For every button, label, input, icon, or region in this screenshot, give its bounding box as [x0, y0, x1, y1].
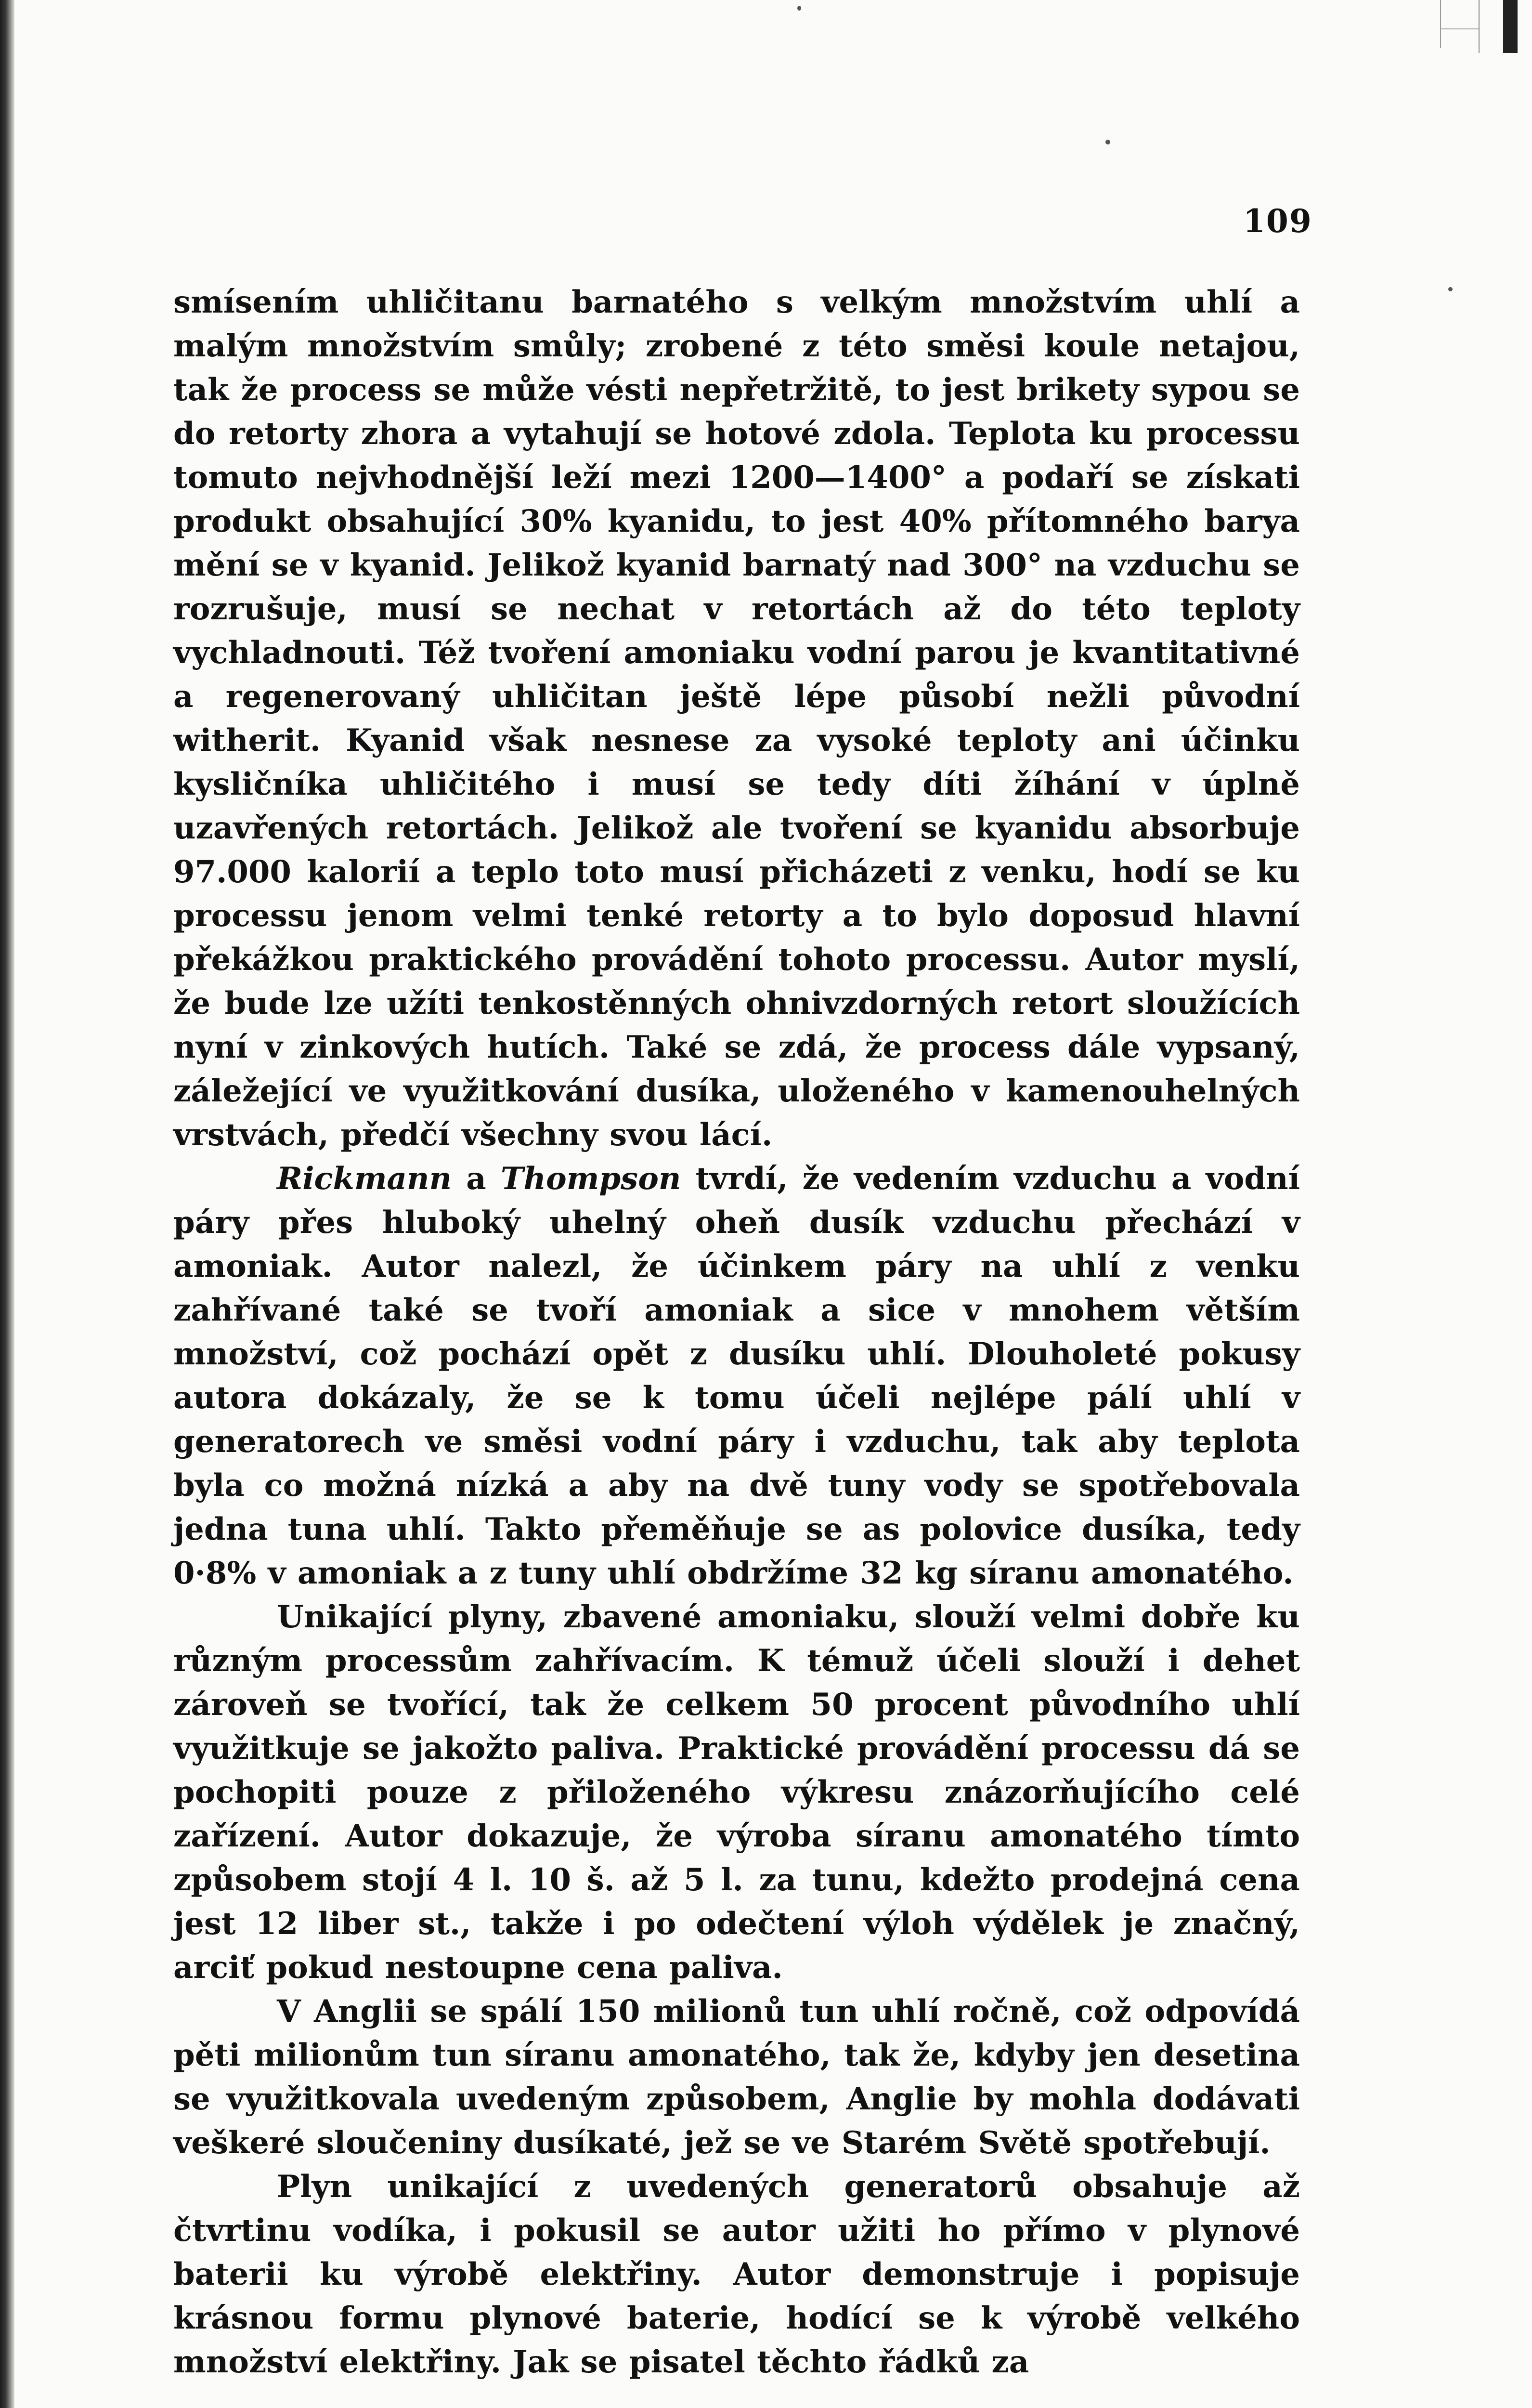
body-text	[173, 280, 1300, 2384]
paragraph	[173, 1595, 1300, 1989]
author-name: Rickmann	[277, 1161, 452, 1197]
page-number: 109	[1243, 202, 1312, 240]
scan-speck	[1105, 140, 1110, 144]
text-span: Unikající plyny, zbavené amoniaku, slouží velmi dobře ku různým processům zahřívacím. K témuž účeli slouží i dehet zároveň se tvořící, tak že celkem 50 procent původního uhlí využitkuje se jakožto paliva. Praktické provádění processu dá se pochopiti pouze z přiloženého výkresu znázorňujícího celé zařízení. Autor dokazuje, že výroba síranu amonatého tímto způsobem stojí 4 l. 10 š. až 5 l. za tunu, kdežto prodejná cena jest 12 liber st., takže i po odečtení výloh výdělek je značný, arciť pokud nestoupne cena paliva.	[173, 1599, 1300, 1986]
paragraph	[173, 1157, 1300, 1595]
text-span: a	[452, 1161, 501, 1197]
text-span: smísením uhličitanu barnatého s velkým množstvím uhlí a malým množstvím smůly; zrobené z této směsi koule netajou, tak že process se může vésti nepřetržitě, to jest brikety sypou se do retorty zhora a vytahují se hotové zdola. Teplota ku processu tomuto nejvhodnější leží mezi 1200—1400° a podaří se získati produkt obsahující 30% kyanidu, to jest 40% přítomného barya mění se v kyanid. Jelikož kyanid barnatý nad 300° na vzduchu se rozrušuje, musí se nechat v retortách až do této teploty vychladnouti. Též tvoření amoniaku vodní parou je kvantitativné a regenerovaný uhličitan ještě lépe působí nežli původní witherit. Kyanid však nesnese za vysoké teploty ani účinku kysličníka uhličitého i musí se tedy díti žíhání v úplně uzavřených retortách. Jelikož ale tvoření se kyanidu absorbuje 97.000 kalorií a teplo toto musí přicházeti z venku, hodí se ku processu jenom velmi tenké retorty a to bylo doposud hlavní překážkou praktického provádění tohoto processu. Autor myslí, že bude lze užíti tenkostěnných ohnivzdorných retort sloužících nyní v zinkových hutích. Také se zdá, že process dále vypsaný, záležející ve využitkování dusíka, uloženého v kamenouhelných vrstvách, předčí všechny svou lácí.	[173, 284, 1300, 1153]
scan-speck	[1448, 287, 1453, 291]
text-span: Plyn unikající z uvedených generatorů obsahuje až čtvrtinu vodíka, i pokusil se autor užiti ho přímo v plynové baterii ku výrobě elektřiny. Autor demonstruje i popisuje krásnou formu plynové baterie, hodící se k výrobě velkého množství elektřiny. Jak se pisatel těchto řádků za	[173, 2169, 1300, 2380]
paragraph	[173, 2165, 1300, 2384]
author-name: Thompson	[500, 1161, 681, 1197]
scan-speck	[797, 6, 801, 11]
paragraph	[173, 1989, 1300, 2165]
scan-left-edge	[0, 0, 14, 2408]
text-span: V Anglii se spálí 150 milionů tun uhlí ročně, což odpovídá pěti milionům tun síranu amonatého, tak že, kdyby jen desetina se využitkovala uvedeným způsobem, Anglie by mohla dodávati veškeré sloučeniny dusíkaté, jež se ve Starém Světě spotřebují.	[173, 1993, 1300, 2161]
paragraph	[173, 280, 1300, 1157]
scan-corner-marks	[1421, 0, 1518, 53]
text-span: tvrdí, že vedením vzduchu a vodní páry přes hluboký uhelný oheň dusík vzduchu přechází v amoniak. Autor nalezl, že účinkem páry na uhlí z venku zahřívané také se tvoří amoniak a sice v mnohem větším množství, což pochází opět z dusíku uhlí. Dlouholeté pokusy autora dokázaly, že se k tomu účeli nejlépe pálí uhlí v generatorech ve směsi vodní páry i vzduchu, tak aby teplota byla co možná nízká a aby na dvě tuny vody se spotřebovala jedna tuna uhlí. Takto přeměňuje se as polovice dusíka, tedy 0·8% v amoniak a z tuny uhlí obdržíme 32 kg síranu amonatého.	[173, 1161, 1300, 1591]
